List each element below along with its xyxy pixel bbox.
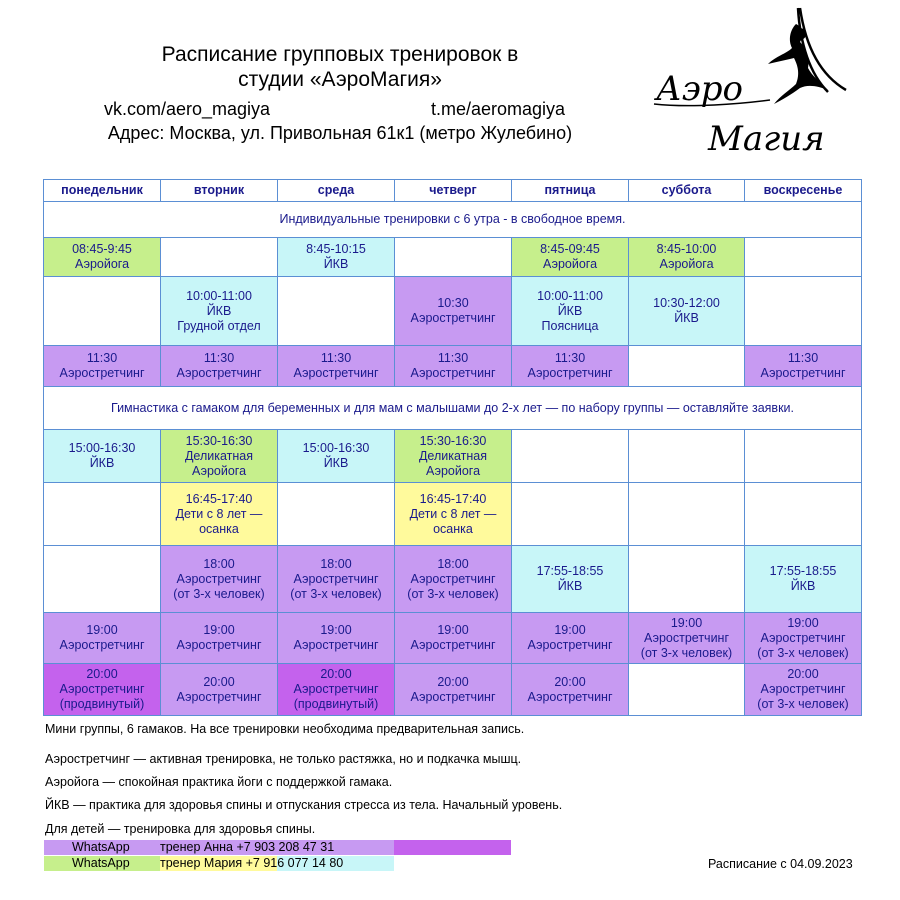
class-detail: Аэростретчинг bbox=[527, 638, 613, 652]
class-detail: Аэростретчинг bbox=[410, 689, 496, 704]
class-detail: Аэростретчинг bbox=[59, 366, 145, 380]
announcement-text: Индивидуальные тренировки с 6 утра - в свободное время. bbox=[44, 202, 862, 238]
note-ykv: ЙКВ — практика для здоровья спины и отпускания стресса из тела. Начальный уровень. bbox=[45, 798, 563, 812]
class-detail: ЙКВ bbox=[674, 311, 699, 325]
class-cell[interactable] bbox=[161, 664, 278, 716]
class-detail: (от 3-х человек) bbox=[407, 586, 499, 601]
class-time: 10:30 bbox=[437, 296, 469, 310]
contact-anna-highlight bbox=[394, 840, 511, 855]
class-cell[interactable] bbox=[512, 546, 629, 613]
class-detail: Аэростретчинг bbox=[760, 682, 846, 696]
empty-cell bbox=[44, 277, 161, 346]
class-cell[interactable] bbox=[512, 238, 629, 277]
class-detail: Аэростретчинг bbox=[176, 571, 262, 586]
class-detail: Деликатная bbox=[184, 448, 254, 463]
day-header: понедельник bbox=[44, 180, 161, 202]
class-cell[interactable] bbox=[395, 546, 512, 613]
class-cell[interactable] bbox=[629, 238, 745, 277]
studio-address: Адрес: Москва, ул. Привольная 61к1 (метро Жулебино) bbox=[107, 123, 573, 143]
announcement-text: Гимнастика с гамаком для беременных и для мам с малышами до 2-х лет — по набору группы — оставляйте заявки. bbox=[44, 387, 862, 430]
class-detail: Дети с 8 лет — bbox=[175, 506, 263, 521]
class-cell[interactable] bbox=[395, 664, 512, 716]
class-cell[interactable] bbox=[161, 483, 278, 546]
class-detail: Поясница bbox=[541, 318, 599, 333]
class-time: 15:00-16:30 bbox=[68, 441, 136, 455]
class-time: 15:30-16:30 bbox=[185, 433, 253, 448]
empty-cell bbox=[745, 483, 862, 546]
time-slot-row bbox=[44, 613, 862, 664]
empty-cell bbox=[278, 483, 395, 546]
class-detail: ЙКВ bbox=[557, 579, 583, 593]
empty-cell bbox=[395, 238, 512, 277]
class-detail: (от 3-х человек) bbox=[290, 586, 382, 601]
class-time: 17:55-18:55 bbox=[769, 564, 837, 578]
schedule-table bbox=[43, 179, 862, 716]
vk-link[interactable]: vk.com/aero_magiya bbox=[104, 99, 271, 119]
class-detail: Аэростретчинг bbox=[760, 630, 846, 645]
class-cell[interactable] bbox=[512, 613, 629, 664]
class-detail: Аэростретчинг bbox=[176, 366, 262, 380]
time-slot-row bbox=[44, 277, 862, 346]
day-header: вторник bbox=[161, 180, 278, 202]
class-detail: осанка bbox=[199, 521, 239, 536]
class-cell[interactable] bbox=[44, 346, 161, 387]
empty-cell bbox=[512, 483, 629, 546]
day-header: четверг bbox=[395, 180, 512, 202]
class-time: 17:55-18:55 bbox=[536, 564, 604, 578]
note-aeroyoga: Аэройога — спокойная практика йоги с поддержкой гамака. bbox=[45, 775, 393, 789]
class-detail: (от 3-х человек) bbox=[640, 645, 733, 660]
class-cell[interactable] bbox=[745, 546, 862, 613]
class-cell[interactable] bbox=[395, 483, 512, 546]
page-header bbox=[60, 42, 620, 92]
class-detail: Аэростретчинг bbox=[293, 638, 379, 652]
class-detail: (продвинутый) bbox=[59, 697, 145, 711]
class-cell[interactable] bbox=[161, 546, 278, 613]
class-cell[interactable] bbox=[629, 613, 745, 664]
class-detail: Аэростретчинг bbox=[293, 571, 379, 586]
empty-cell bbox=[278, 277, 395, 346]
empty-cell bbox=[512, 430, 629, 483]
class-time: 18:00 bbox=[320, 556, 352, 571]
class-time: 8:45-09:45 bbox=[540, 242, 600, 256]
time-slot-row bbox=[44, 430, 862, 483]
class-detail: Аэройога bbox=[191, 463, 247, 478]
class-time: 11:30 bbox=[86, 351, 118, 365]
class-time: 15:30-16:30 bbox=[419, 433, 487, 448]
whatsapp-label-anna[interactable]: WhatsApp bbox=[44, 840, 160, 855]
class-time: 20:00 bbox=[787, 667, 819, 681]
class-cell[interactable] bbox=[278, 346, 395, 387]
class-detail: Аэростретчинг bbox=[176, 689, 262, 704]
class-cell[interactable] bbox=[161, 346, 278, 387]
class-detail: Деликатная bbox=[418, 448, 488, 463]
class-time: 19:00 bbox=[203, 623, 235, 637]
class-cell[interactable] bbox=[395, 613, 512, 664]
note-groups: Мини группы, 6 гамаков. На все тренировки необходима предварительная запись. bbox=[45, 722, 525, 736]
class-time: 11:30 bbox=[203, 351, 235, 365]
class-time: 16:45-17:40 bbox=[419, 491, 487, 506]
class-cell[interactable] bbox=[745, 613, 862, 664]
class-detail: Аэростретчинг bbox=[410, 366, 496, 380]
class-time: 16:45-17:40 bbox=[185, 491, 253, 506]
empty-cell bbox=[629, 346, 745, 387]
class-detail: Аэростретчинг bbox=[176, 638, 262, 652]
class-time: 20:00 bbox=[554, 674, 586, 689]
empty-cell bbox=[745, 277, 862, 346]
class-detail: (продвинутый) bbox=[293, 697, 379, 711]
page-title-line1: Расписание групповых тренировок в bbox=[161, 43, 519, 66]
contact-anna[interactable]: тренер Анна +7 903 208 47 31 bbox=[160, 840, 394, 855]
empty-cell bbox=[745, 238, 862, 277]
class-time: 19:00 bbox=[437, 623, 469, 637]
time-slot-row bbox=[44, 238, 862, 277]
day-header: суббота bbox=[629, 180, 745, 202]
class-time: 10:30-12:00 bbox=[653, 296, 720, 310]
class-detail: Аэростретчинг bbox=[410, 638, 496, 652]
class-cell[interactable] bbox=[44, 238, 161, 277]
class-detail: Грудной отдел bbox=[177, 318, 261, 333]
class-time: 18:00 bbox=[437, 556, 469, 571]
day-header: среда bbox=[278, 180, 395, 202]
logo-text-magiya: Магия bbox=[708, 119, 825, 159]
class-cell[interactable] bbox=[512, 664, 629, 716]
class-cell[interactable] bbox=[44, 613, 161, 664]
class-cell[interactable] bbox=[278, 613, 395, 664]
class-cell[interactable] bbox=[512, 346, 629, 387]
class-time: 15:00-16:30 bbox=[302, 441, 370, 455]
class-detail: Аэростретчинг bbox=[643, 630, 730, 645]
class-time: 19:00 bbox=[670, 615, 703, 630]
class-detail: Дети с 8 лет — bbox=[409, 506, 497, 521]
class-cell[interactable] bbox=[395, 430, 512, 483]
class-detail: Аэройога bbox=[425, 463, 481, 478]
time-slot-row bbox=[44, 346, 862, 387]
class-time: 11:30 bbox=[437, 351, 469, 365]
class-detail: Аэростретчинг bbox=[527, 366, 613, 380]
days-header-row bbox=[44, 180, 862, 202]
empty-cell bbox=[629, 483, 745, 546]
class-cell[interactable] bbox=[512, 277, 629, 346]
announcement-row bbox=[44, 387, 862, 430]
class-detail: ЙКВ bbox=[323, 257, 349, 271]
class-time: 10:00-11:00 bbox=[537, 288, 603, 303]
class-detail: ЙКВ bbox=[323, 456, 349, 470]
class-detail: ЙКВ bbox=[790, 579, 816, 593]
time-slot-row bbox=[44, 483, 862, 546]
empty-cell bbox=[745, 430, 862, 483]
class-cell[interactable] bbox=[278, 546, 395, 613]
class-time: 19:00 bbox=[86, 623, 118, 637]
class-detail: Аэростретчинг bbox=[59, 682, 145, 696]
class-cell[interactable] bbox=[278, 238, 395, 277]
empty-cell bbox=[629, 546, 745, 613]
class-detail: Аэростретчинг bbox=[760, 366, 846, 380]
class-detail: ЙКВ bbox=[89, 456, 115, 470]
class-detail: ЙКВ bbox=[206, 303, 232, 318]
class-detail: (от 3-х человек) bbox=[173, 586, 265, 601]
class-detail: (от 3-х человек) bbox=[757, 645, 849, 660]
class-detail: Аэростретчинг bbox=[410, 311, 496, 325]
class-time: 20:00 bbox=[437, 674, 469, 689]
empty-cell bbox=[629, 664, 745, 716]
class-cell[interactable] bbox=[161, 613, 278, 664]
class-time: 10:00-11:00 bbox=[186, 288, 252, 303]
day-header: пятница bbox=[512, 180, 629, 202]
studio-logo bbox=[650, 4, 870, 164]
class-time: 19:00 bbox=[320, 623, 352, 637]
class-cell[interactable] bbox=[629, 277, 745, 346]
class-time: 20:00 bbox=[203, 674, 235, 689]
time-slot-row bbox=[44, 546, 862, 613]
telegram-link[interactable]: t.me/aeromagiya bbox=[431, 99, 566, 119]
note-aerostretching: Аэростретчинг — активная тренировка, не только растяжка, но и подкачка мышц. bbox=[45, 752, 522, 766]
class-cell[interactable] bbox=[44, 430, 161, 483]
class-time: 11:30 bbox=[554, 351, 586, 365]
class-time: 20:00 bbox=[320, 667, 352, 681]
class-detail: Аэростретчинг bbox=[527, 689, 613, 704]
note-kids: Для детей — тренировка для здоровья спины. bbox=[45, 822, 316, 836]
class-cell[interactable] bbox=[745, 664, 862, 716]
class-cell[interactable] bbox=[44, 664, 161, 716]
class-time: 11:30 bbox=[320, 351, 352, 365]
class-cell[interactable] bbox=[745, 346, 862, 387]
class-cell[interactable] bbox=[278, 430, 395, 483]
class-time: 19:00 bbox=[787, 615, 819, 630]
class-time: 8:45-10:00 bbox=[656, 242, 717, 256]
class-detail: (от 3-х человек) bbox=[757, 697, 849, 711]
class-time: 18:00 bbox=[203, 556, 235, 571]
empty-cell bbox=[161, 238, 278, 277]
whatsapp-label-maria[interactable]: WhatsApp bbox=[44, 856, 160, 871]
class-time: 11:30 bbox=[787, 351, 819, 365]
class-detail: ЙКВ bbox=[557, 303, 583, 318]
contact-maria[interactable]: тренер Мария +7 916 077 14 80 bbox=[160, 856, 344, 870]
class-detail: Аэройога bbox=[542, 257, 598, 271]
class-time: 8:45-10:15 bbox=[306, 242, 366, 256]
class-detail: Аэройога bbox=[74, 257, 130, 271]
class-cell[interactable] bbox=[161, 430, 278, 483]
class-time: 19:00 bbox=[554, 623, 586, 637]
class-cell[interactable] bbox=[395, 346, 512, 387]
class-cell[interactable] bbox=[278, 664, 395, 716]
day-header: воскресенье bbox=[745, 180, 862, 202]
schedule-date: Расписание с 04.09.2023 bbox=[708, 857, 853, 871]
empty-cell bbox=[44, 546, 161, 613]
class-detail: Аэростретчинг bbox=[293, 682, 379, 696]
class-cell[interactable] bbox=[161, 277, 278, 346]
page-title-line2: студии «АэроМагия» bbox=[238, 68, 442, 91]
class-cell[interactable] bbox=[395, 277, 512, 346]
social-links bbox=[104, 99, 574, 120]
logo-text-aero: Аэро bbox=[656, 69, 744, 109]
class-detail: Аэройога bbox=[659, 257, 714, 271]
class-time: 08:45-9:45 bbox=[72, 242, 132, 256]
class-detail: Аэростретчинг bbox=[410, 571, 496, 586]
empty-cell bbox=[44, 483, 161, 546]
class-time: 20:00 bbox=[86, 667, 118, 681]
class-detail: осанка bbox=[433, 521, 473, 536]
announcement-row bbox=[44, 202, 862, 238]
class-detail: Аэростретчинг bbox=[293, 366, 379, 380]
empty-cell bbox=[629, 430, 745, 483]
time-slot-row bbox=[44, 664, 862, 716]
class-detail: Аэростретчинг bbox=[59, 638, 145, 652]
